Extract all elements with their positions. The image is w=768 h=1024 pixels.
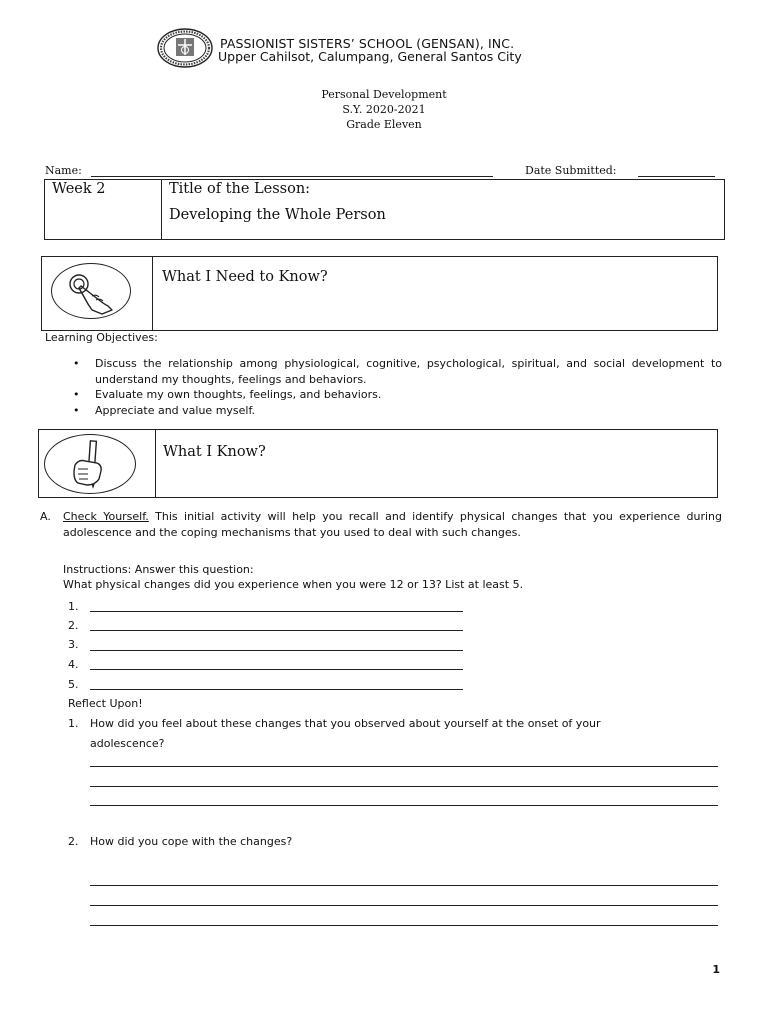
name-field[interactable] xyxy=(91,176,493,177)
need-to-know-heading: What I Need to Know? xyxy=(162,269,328,285)
reflect-answer-line[interactable] xyxy=(90,925,718,926)
subject-title: Personal Development xyxy=(321,88,447,101)
activity-description xyxy=(63,509,722,540)
lesson-title: Developing the Whole Person xyxy=(169,207,386,223)
page-number: 1 xyxy=(712,963,720,976)
learning-objectives-list xyxy=(70,356,722,418)
lesson-title-label: Title of the Lesson: xyxy=(169,181,311,197)
school-seal-logo xyxy=(157,28,213,68)
what-i-know-heading: What I Know? xyxy=(163,444,266,460)
answer-line[interactable] xyxy=(90,630,463,631)
reflect-question-number: 1. xyxy=(68,717,79,730)
date-submitted-label: Date Submitted: xyxy=(525,164,617,177)
what-i-know-divider xyxy=(155,429,156,498)
answer-number: 2. xyxy=(68,619,79,632)
school-address: Upper Cahilsot, Calumpang, General Santos City xyxy=(218,49,522,64)
lesson-table-divider xyxy=(161,179,162,240)
answer-line[interactable] xyxy=(90,689,463,690)
activity-title: Check Yourself. xyxy=(63,510,149,523)
name-label: Name: xyxy=(45,164,82,177)
hand-holding-pencil-icon xyxy=(44,434,136,494)
reflect-question-1-line-2: adolescence? xyxy=(90,737,165,750)
answer-line[interactable] xyxy=(90,611,463,612)
what-i-know-box xyxy=(38,429,718,498)
reflect-question-1-line-1: How did you feel about these changes that you observed about yourself at the onset of your xyxy=(90,717,601,730)
reflect-answer-line[interactable] xyxy=(90,885,718,886)
school-year: S.Y. 2020-2021 xyxy=(342,103,426,116)
activity-marker: A. xyxy=(40,510,51,523)
reflect-answer-line[interactable] xyxy=(90,805,718,806)
learning-objectives-label: Learning Objectives: xyxy=(45,331,158,344)
answer-number: 5. xyxy=(68,678,79,691)
need-to-know-divider xyxy=(152,256,153,331)
activity-text: This initial activity will help you recall and identify physical changes that you experience during adolescence and the coping mechanisms that you used to deal with such changes. xyxy=(63,510,722,539)
answer-number: 1. xyxy=(68,600,79,613)
week-label: Week 2 xyxy=(52,181,106,197)
instructions-text: Instructions: Answer this question: xyxy=(63,563,254,576)
answer-number: 4. xyxy=(68,658,79,671)
objective-item: • Evaluate my own thoughts, feelings, and behaviors. xyxy=(70,387,722,403)
answer-number: 3. xyxy=(68,638,79,651)
objective-item: • Discuss the relationship among physiological, cognitive, psychological, spiritual, and social development to understand my thoughts, feelings and behaviors. xyxy=(70,356,722,387)
grade-level: Grade Eleven xyxy=(346,118,422,131)
touch-hand-icon xyxy=(51,263,131,319)
need-to-know-box xyxy=(41,256,718,331)
answer-line[interactable] xyxy=(90,650,463,651)
reflect-question-2: How did you cope with the changes? xyxy=(90,835,293,848)
school-name: PASSIONIST SISTERS’ SCHOOL (GENSAN), INC. xyxy=(220,36,515,51)
reflect-answer-line[interactable] xyxy=(90,786,718,787)
answer-line[interactable] xyxy=(90,669,463,670)
reflect-answer-line[interactable] xyxy=(90,766,718,767)
reflect-upon-label: Reflect Upon! xyxy=(68,697,143,710)
reflect-answer-line[interactable] xyxy=(90,905,718,906)
reflect-question-number: 2. xyxy=(68,835,79,848)
question-text: What physical changes did you experience when you were 12 or 13? List at least 5. xyxy=(63,578,524,591)
objective-item: • Appreciate and value myself. xyxy=(70,403,722,419)
date-submitted-field[interactable] xyxy=(638,176,715,177)
